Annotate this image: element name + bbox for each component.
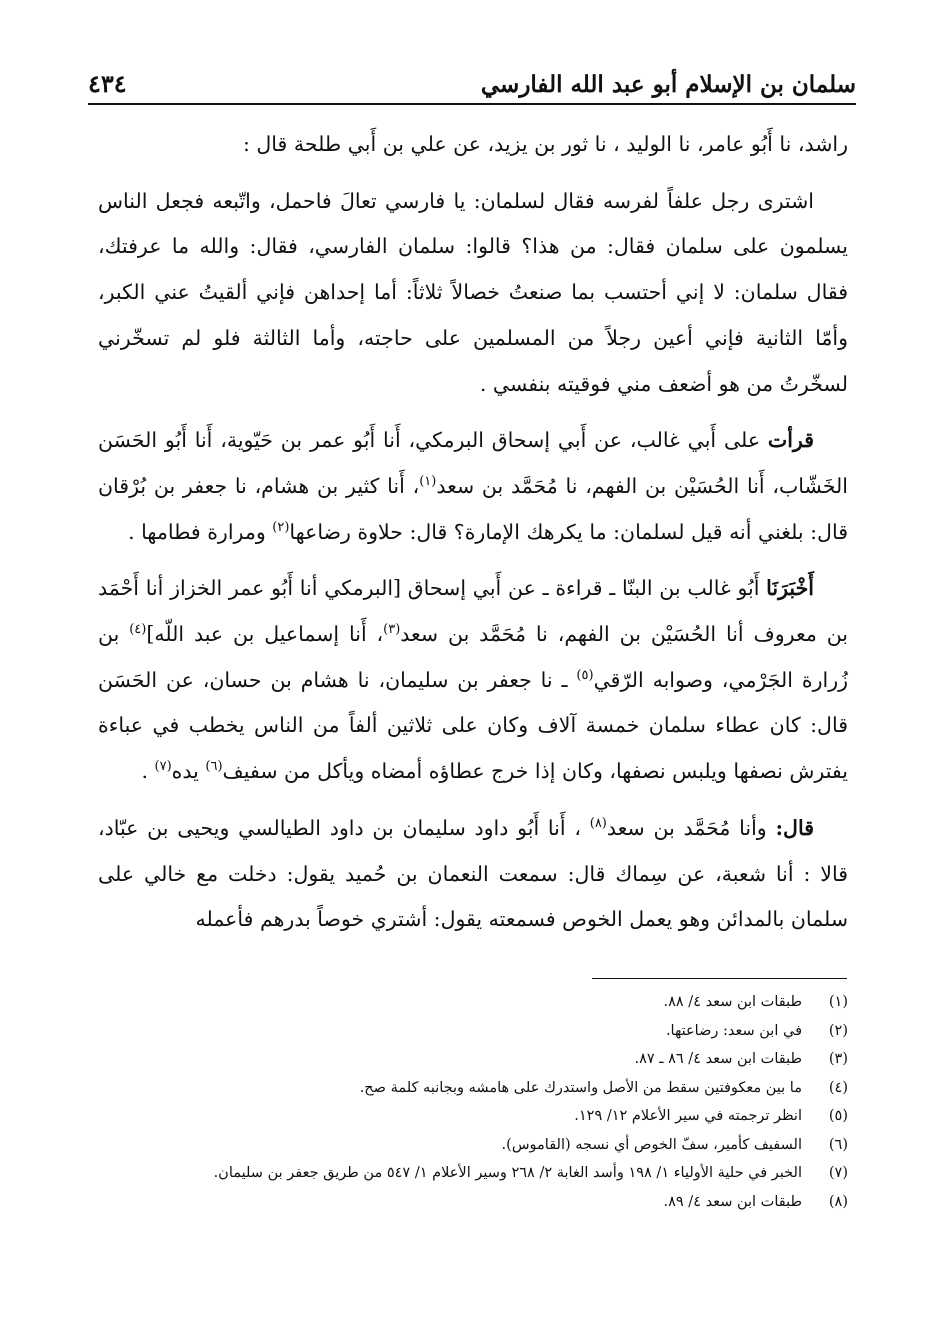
page-header [88, 54, 856, 98]
footnote-number: (٤) [828, 1079, 848, 1096]
text-segment: ـ نا جعفر بن سليمان، نا هشام بن حسان، عن الحَسَن قال: كان عطاء سلمان خمسة آلاف وكان على ثلاثين ألفاً من الناس يخطب في عباءة يفترش نصفها ويلبس نصفها، وكان إذا خرج عطاؤه أمضاه ويأكل من سفيف [98, 667, 848, 784]
footnote-reference: (٨) [589, 816, 607, 832]
footnote-number: (٢) [828, 1022, 848, 1039]
paragraph [98, 566, 848, 795]
footnote-text: طبقات ابن سعد ٤/ ٨٨. [663, 994, 802, 1010]
running-title: سلمان بن الإسلام أبو عبد الله الفارسي [480, 71, 856, 98]
footnote-text: السفيف كأمير، سفّ الخوص أي نسجه (القاموس). [501, 1136, 802, 1153]
footnote-item [98, 1159, 848, 1188]
paragraph [98, 806, 848, 943]
footnote-item [98, 1102, 848, 1131]
footnote-item [98, 1017, 848, 1046]
text-segment: أَبُو غالب بن البنّا ـ قراءة ـ عن أَبي إسحاق [البرمكي أنا أَبُو عمر الخزاز أنا أَحْمَد بن معروف أنا الحُسَيْن بن الفهم، نا مُحَمَّد بن سعد [98, 576, 849, 647]
footnote-item [98, 1045, 848, 1074]
footnote-text: في ابن سعد: رضاعتها. [665, 1022, 802, 1039]
footnote-reference: (١) [419, 474, 437, 490]
footnote-item [98, 1188, 848, 1217]
text-segment: ، أَنا أَبُو داود سليمان بن داود الطيالسي ويحيى بن عبّاد، قالا : أنا شعبة، عن سِماك قال: سمعت النعمان بن حُميد يقول: دخلت مع خالي على سلمان بالمدائن وهو يعمل الخوص فسمعته يقول: أشتري خوصاً بدرهم فأعمله [98, 815, 848, 932]
footnote-number: (٨) [828, 1193, 848, 1210]
footnote-reference: (٥) [576, 667, 594, 683]
page-number: ٤٣٤ [88, 69, 127, 98]
text-segment: بن زُرارة الجَرْمي، وصوابه الرّقي [98, 622, 848, 692]
text-segment: وأنا مُحَمَّد بن سعد [606, 815, 776, 840]
paragraph [98, 122, 848, 168]
footnote-number: (٥) [828, 1108, 848, 1124]
paragraph-lead-word: قال: [775, 815, 814, 840]
text-segment: . [141, 759, 155, 784]
main-text [98, 122, 848, 954]
text-segment: اشترى رجل علفاً لفرسه فقال لسلمان: يا فارسي تعالَ فاحمل، واتّبعه فجعل الناس يسلمون على سلمان فقال: من هذا؟ قالوا: سلمان الفارسي، فقال: والله ما عرفتك، فقال سلمان: لا إني أحتسب بما صنعتُ خصالاً ثلاثاً: أما إحداهن فإني ألقيتُ عني الكبر، وأمّا الثانية فإني أعين رجلاً من المسلمين على حاجته، وأما الثالثة فلو لم تسخّرني لسخّرتُ من هو أضعف مني فوقيته بنفسي . [98, 188, 848, 396]
header-rule [88, 103, 856, 105]
footnote-number: (٣) [828, 1051, 848, 1067]
footnote-text: ما بين معكوفتين سقط من الأصل واستدرك على هامشه وبجانبه كلمة صح. [359, 1079, 802, 1096]
text-segment: راشد، نا أَبُو عامر، نا الوليد ، نا ثور بن يزيد، عن علي بن أَبي طلحة قال : [242, 132, 848, 156]
footnote-text: طبقات ابن سعد ٤/ ٨٦ ـ ٨٧. [634, 1051, 802, 1067]
footnote-text: الخبر في حلية الأولياء ١/ ١٩٨ وأسد الغابة ٢/ ٢٦٨ وسير الأعلام ١/ ٥٤٧ من طريق جعفر بن سليمان. [213, 1165, 802, 1181]
footnote-number: (٧) [828, 1165, 848, 1181]
text-segment: ومرارة فطامها . [128, 519, 273, 544]
text-segment: ، أَنا كثير بن هشام، نا جعفر بن بُرْقان قال: بلغني أنه قيل لسلمان: ما يكرهك الإمارة؟ قال: حلاوة رضاعها [98, 473, 848, 544]
footnote-number: (٦) [828, 1136, 848, 1153]
paragraph [98, 418, 848, 555]
footnote-reference: (٧) [154, 759, 172, 775]
footnote-item [98, 1074, 848, 1103]
text-segment: يده [171, 759, 206, 784]
footnote-text: طبقات ابن سعد ٤/ ٨٩. [663, 1193, 802, 1210]
footnote-item [98, 988, 848, 1017]
footnote-item [98, 1131, 848, 1160]
text-segment: ، أَنا إسماعيل بن عبد اللّه] [146, 622, 384, 647]
footnote-reference: (٤) [129, 622, 147, 638]
footnotes [98, 988, 848, 1216]
paragraph [98, 179, 848, 408]
footnote-reference: (٦) [205, 759, 223, 775]
paragraph-lead-word: أَخْبَرَنَا [766, 576, 814, 601]
footnote-reference: (٣) [383, 622, 401, 638]
footnote-reference: (٢) [272, 519, 290, 535]
text-segment: على أَبي غالب، عن أَبي إسحاق البرمكي، أَنا أَبُو عمر بن حَيّوية، أَنا أَبُو الحَسَن الخَشّاب، أَنا الحُسَيْن بن الفهم، نا مُحَمَّد بن سعد [98, 428, 848, 498]
footnote-text: انظر ترجمته في سير الأعلام ١٢/ ١٢٩. [574, 1108, 802, 1124]
footnote-rule [592, 978, 847, 979]
footnote-number: (١) [828, 994, 848, 1010]
paragraph-lead-word: قرأت [767, 428, 814, 453]
